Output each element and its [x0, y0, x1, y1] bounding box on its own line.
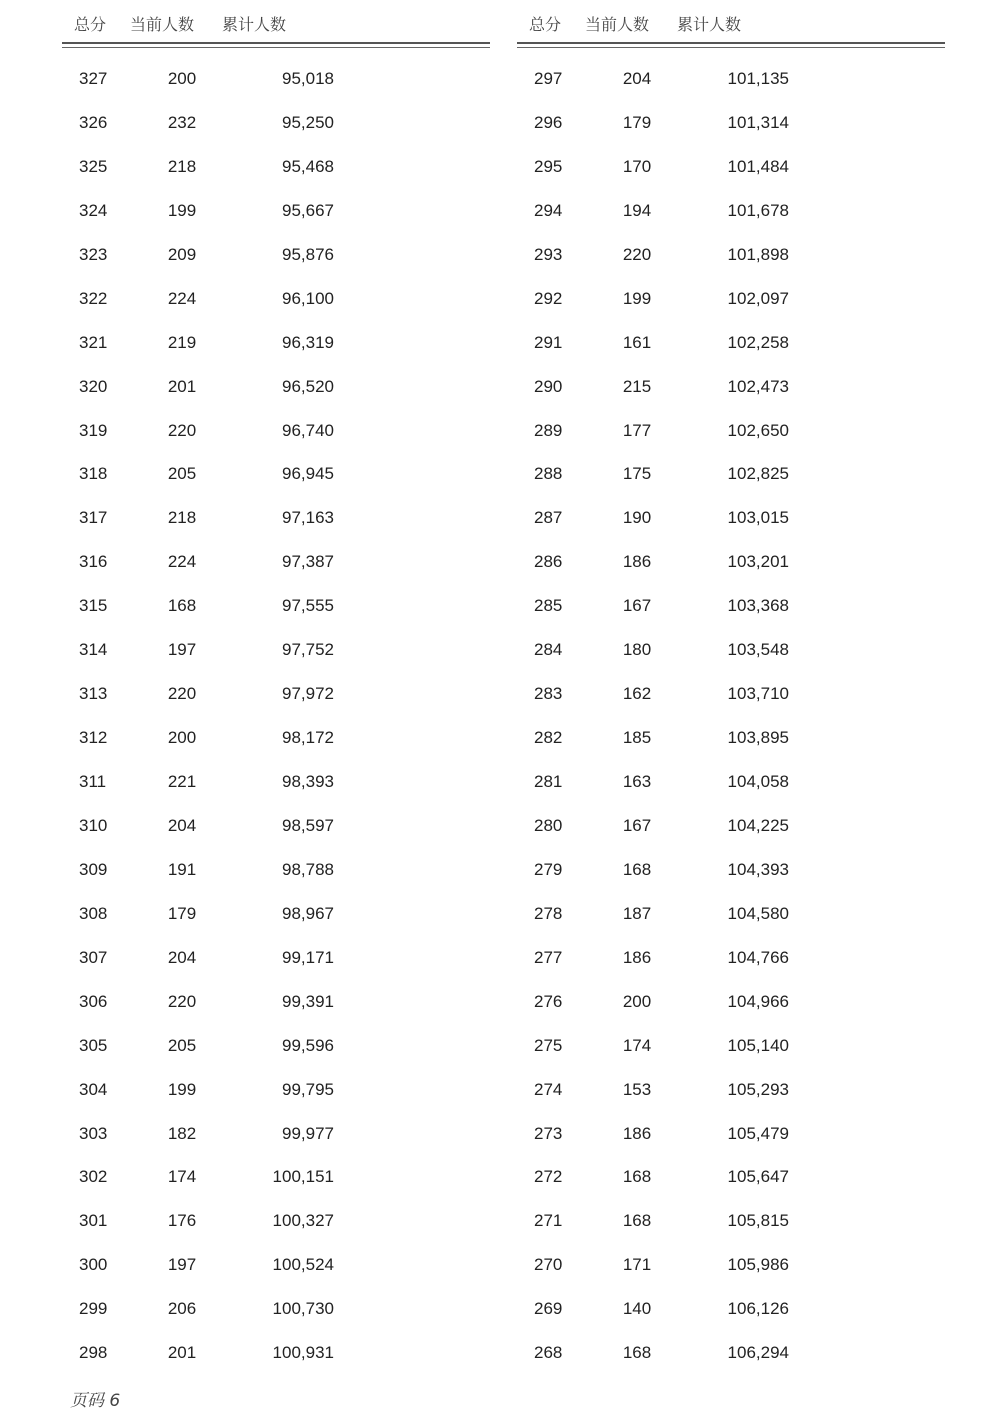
cumulative-count-cell: 105,293	[727, 1079, 789, 1099]
score-cell: 296	[534, 112, 563, 132]
score-cell: 303	[79, 1123, 108, 1143]
table-row	[517, 760, 945, 804]
current-count-cell: 220	[167, 991, 197, 1011]
score-cell: 289	[534, 420, 563, 440]
cumulative-count-cell: 98,788	[282, 859, 334, 879]
score-table-right	[517, 0, 945, 1363]
current-count-cell: 174	[622, 1035, 652, 1055]
score-cell: 302	[79, 1167, 108, 1187]
cumulative-count-cell: 100,730	[272, 1299, 334, 1319]
score-cell: 311	[79, 772, 107, 791]
cumulative-count-cell: 101,898	[727, 244, 789, 264]
score-cell: 309	[79, 859, 108, 879]
header-rule-thin	[62, 47, 490, 48]
score-cell: 273	[534, 1123, 563, 1143]
cumulative-count-cell: 97,387	[282, 552, 334, 572]
cumulative-count-cell: 95,876	[282, 244, 334, 264]
score-cell: 280	[534, 815, 563, 835]
cumulative-count-cell: 98,597	[282, 815, 334, 835]
table-row	[62, 1243, 490, 1287]
score-cell: 275	[534, 1035, 563, 1055]
current-count-cell: 224	[167, 288, 197, 308]
current-count-cell: 199	[167, 1079, 197, 1099]
table-row	[517, 892, 945, 936]
table-row	[62, 936, 490, 980]
current-count-cell: 221	[167, 772, 197, 791]
cumulative-count-cell: 105,647	[727, 1167, 789, 1187]
table-row	[517, 848, 945, 892]
score-cell: 327	[79, 69, 108, 88]
current-count-cell: 180	[622, 640, 652, 660]
score-cell: 316	[79, 552, 108, 572]
table-row	[62, 1155, 490, 1199]
score-cell: 279	[534, 859, 563, 879]
table-row	[517, 189, 945, 233]
table-row	[517, 452, 945, 496]
score-cell: 272	[534, 1167, 563, 1187]
cumulative-count-cell: 106,294	[727, 1343, 789, 1363]
current-count-cell: 168	[622, 859, 652, 879]
table-row	[62, 540, 490, 584]
score-cell: 305	[79, 1035, 108, 1055]
table-body-left	[62, 57, 490, 1375]
table-row	[517, 540, 945, 584]
table-row	[517, 57, 945, 101]
current-count-cell: 153	[622, 1079, 652, 1099]
current-count-cell: 168	[622, 1343, 652, 1363]
current-count-cell: 185	[622, 728, 652, 748]
cumulative-count-cell: 100,524	[272, 1255, 334, 1275]
current-count-cell: 168	[622, 1167, 652, 1187]
cumulative-count-cell: 104,580	[727, 903, 789, 923]
score-cell: 304	[79, 1079, 108, 1099]
score-cell: 317	[79, 508, 108, 528]
cumulative-count-cell: 97,972	[282, 684, 334, 704]
score-cell: 320	[79, 376, 108, 396]
current-count-cell: 200	[167, 728, 197, 748]
table-body-right	[517, 57, 945, 1375]
table-row	[517, 980, 945, 1024]
page-number: 页码 6	[70, 1391, 121, 1411]
table-row	[517, 496, 945, 540]
current-count-cell: 186	[622, 947, 652, 967]
table-row	[62, 145, 490, 189]
table-row	[62, 1068, 490, 1112]
current-count-cell: 167	[622, 815, 652, 835]
cumulative-count-cell: 99,171	[282, 947, 334, 967]
current-count-cell: 218	[167, 508, 197, 528]
header-cumulative-count: 累计人数	[677, 15, 742, 34]
current-count-cell: 206	[167, 1299, 197, 1319]
table-header-left	[62, 0, 490, 40]
score-cell: 322	[79, 288, 108, 308]
score-cell: 274	[534, 1079, 563, 1099]
current-count-cell: 199	[622, 288, 652, 308]
table-row	[62, 804, 490, 848]
score-cell: 268	[534, 1343, 563, 1363]
score-cell: 286	[534, 552, 563, 572]
current-count-cell: 218	[167, 156, 197, 176]
score-cell: 315	[79, 596, 108, 616]
score-cell: 300	[79, 1255, 108, 1275]
score-cell: 301	[79, 1211, 108, 1231]
cumulative-count-cell: 104,766	[727, 947, 789, 967]
table-row	[517, 145, 945, 189]
current-count-cell: 176	[167, 1211, 197, 1231]
table-row	[62, 628, 490, 672]
table-row	[62, 189, 490, 233]
table-row	[517, 365, 945, 409]
header-rule-thick	[62, 42, 490, 44]
cumulative-count-cell: 95,667	[282, 200, 334, 220]
score-cell: 323	[79, 244, 108, 264]
cumulative-count-cell: 99,391	[282, 991, 334, 1011]
current-count-cell: 177	[622, 420, 652, 440]
cumulative-count-cell: 103,895	[727, 728, 789, 748]
cumulative-count-cell: 105,479	[727, 1123, 789, 1143]
cumulative-count-cell: 95,250	[282, 112, 334, 132]
table-row	[62, 496, 490, 540]
cumulative-count-cell: 103,710	[727, 684, 789, 704]
table-row	[517, 101, 945, 145]
score-cell: 285	[534, 596, 563, 616]
current-count-cell: 204	[167, 947, 197, 967]
current-count-cell: 205	[167, 464, 197, 484]
table-row	[517, 1199, 945, 1243]
current-count-cell: 215	[622, 376, 652, 396]
current-count-cell: 201	[167, 376, 197, 396]
cumulative-count-cell: 97,752	[282, 640, 334, 660]
table-row	[62, 760, 490, 804]
score-cell: 277	[534, 947, 563, 967]
table-row	[62, 1331, 490, 1375]
score-cell: 271	[534, 1211, 563, 1231]
score-cell: 313	[79, 684, 108, 704]
cumulative-count-cell: 101,135	[727, 69, 789, 88]
current-count-cell: 168	[167, 596, 197, 616]
table-row	[62, 1287, 490, 1331]
current-count-cell: 174	[167, 1167, 197, 1187]
score-cell: 293	[534, 244, 563, 264]
current-count-cell: 219	[167, 332, 197, 352]
current-count-cell: 204	[167, 815, 197, 835]
cumulative-count-cell: 98,172	[282, 728, 334, 748]
cumulative-count-cell: 102,650	[727, 420, 789, 440]
cumulative-count-cell: 99,977	[282, 1123, 334, 1143]
cumulative-count-cell: 101,314	[727, 112, 789, 132]
current-count-cell: 175	[622, 464, 652, 484]
table-row	[517, 233, 945, 277]
cumulative-count-cell: 104,966	[727, 991, 789, 1011]
table-row	[517, 936, 945, 980]
table-row	[62, 1024, 490, 1068]
score-cell: 270	[534, 1255, 563, 1275]
cumulative-count-cell: 100,151	[272, 1167, 334, 1187]
cumulative-count-cell: 96,945	[282, 464, 334, 484]
current-count-cell: 186	[622, 552, 652, 572]
cumulative-count-cell: 98,393	[282, 772, 334, 791]
score-cell: 321	[79, 332, 108, 352]
table-row	[62, 321, 490, 365]
current-count-cell: 197	[167, 640, 197, 660]
current-count-cell: 220	[622, 244, 652, 264]
score-cell: 326	[79, 112, 108, 132]
score-cell: 308	[79, 903, 108, 923]
current-count-cell: 179	[622, 112, 652, 132]
score-cell: 290	[534, 376, 563, 396]
score-cell: 312	[79, 728, 108, 748]
table-row	[62, 365, 490, 409]
table-row	[62, 672, 490, 716]
table-row	[62, 584, 490, 628]
header-current-count: 当前人数	[585, 15, 650, 34]
table-row	[517, 1112, 945, 1156]
score-cell: 295	[534, 156, 563, 176]
header-total-score: 总分	[74, 15, 107, 34]
table-row	[62, 233, 490, 277]
current-count-cell: 171	[622, 1255, 652, 1275]
score-cell: 298	[79, 1343, 108, 1363]
table-row	[517, 804, 945, 848]
current-count-cell: 182	[167, 1123, 197, 1143]
header-rule-thick	[517, 42, 945, 44]
table-row	[62, 57, 490, 101]
score-cell: 288	[534, 464, 563, 484]
cumulative-count-cell: 104,058	[727, 772, 789, 791]
score-cell: 269	[534, 1299, 563, 1319]
score-cell: 307	[79, 947, 108, 967]
score-cell: 282	[534, 728, 563, 748]
score-cell: 278	[534, 903, 563, 923]
cumulative-count-cell: 101,678	[727, 200, 789, 220]
cumulative-count-cell: 103,015	[727, 508, 789, 528]
table-row	[517, 716, 945, 760]
table-row	[517, 277, 945, 321]
score-cell: 281	[534, 772, 563, 791]
cumulative-count-cell: 105,140	[727, 1035, 789, 1055]
cumulative-count-cell: 103,548	[727, 640, 789, 660]
cumulative-count-cell: 104,225	[727, 815, 789, 835]
header-cumulative-count: 累计人数	[222, 15, 287, 34]
score-table-left	[62, 0, 490, 1363]
score-cell: 291	[534, 332, 563, 352]
current-count-cell: 232	[167, 112, 197, 132]
header-rule-thin	[517, 47, 945, 48]
table-row	[517, 321, 945, 365]
score-cell: 319	[79, 420, 108, 440]
cumulative-count-cell: 101,484	[727, 156, 789, 176]
score-cell: 325	[79, 156, 108, 176]
cumulative-count-cell: 96,319	[282, 332, 334, 352]
cumulative-count-cell: 102,825	[727, 464, 789, 484]
cumulative-count-cell: 102,097	[727, 288, 789, 308]
table-row	[62, 452, 490, 496]
current-count-cell: 199	[167, 200, 197, 220]
current-count-cell: 191	[167, 859, 197, 879]
table-row	[517, 1068, 945, 1112]
score-cell: 287	[534, 508, 563, 528]
table-row	[517, 1331, 945, 1375]
current-count-cell: 167	[622, 596, 652, 616]
cumulative-count-cell: 106,126	[727, 1299, 789, 1319]
cumulative-count-cell: 98,967	[282, 903, 334, 923]
table-row	[62, 277, 490, 321]
score-cell: 283	[534, 684, 563, 704]
header-total-score: 总分	[529, 15, 562, 34]
cumulative-count-cell: 99,596	[282, 1035, 334, 1055]
current-count-cell: 220	[167, 684, 197, 704]
current-count-cell: 201	[167, 1343, 197, 1363]
score-cell: 314	[79, 640, 108, 660]
cumulative-count-cell: 104,393	[727, 859, 789, 879]
score-cell: 292	[534, 288, 563, 308]
table-row	[62, 848, 490, 892]
cumulative-count-cell: 102,473	[727, 376, 789, 396]
current-count-cell: 170	[622, 156, 652, 176]
current-count-cell: 163	[622, 772, 652, 791]
table-row	[517, 672, 945, 716]
cumulative-count-cell: 95,018	[282, 69, 334, 88]
current-count-cell: 194	[622, 200, 652, 220]
cumulative-count-cell: 105,986	[727, 1255, 789, 1275]
table-row	[517, 1024, 945, 1068]
table-row	[62, 1199, 490, 1243]
current-count-cell: 224	[167, 552, 197, 572]
current-count-cell: 190	[622, 508, 652, 528]
cumulative-count-cell: 103,368	[727, 596, 789, 616]
current-count-cell: 197	[167, 1255, 197, 1275]
current-count-cell: 220	[167, 420, 197, 440]
table-row	[517, 1287, 945, 1331]
table-row	[517, 1155, 945, 1199]
current-count-cell: 186	[622, 1123, 652, 1143]
cumulative-count-cell: 97,163	[282, 508, 334, 528]
score-cell: 324	[79, 200, 108, 220]
current-count-cell: 168	[622, 1211, 652, 1231]
current-count-cell: 200	[622, 991, 652, 1011]
score-cell: 310	[79, 815, 108, 835]
score-cell: 294	[534, 200, 563, 220]
cumulative-count-cell: 97,555	[282, 596, 334, 616]
current-count-cell: 179	[167, 903, 197, 923]
current-count-cell: 209	[167, 244, 197, 264]
cumulative-count-cell: 96,520	[282, 376, 334, 396]
score-cell: 306	[79, 991, 108, 1011]
current-count-cell: 205	[167, 1035, 197, 1055]
current-count-cell: 162	[622, 684, 652, 704]
cumulative-count-cell: 96,100	[282, 288, 334, 308]
table-row	[62, 892, 490, 936]
cumulative-count-cell: 102,258	[727, 332, 789, 352]
cumulative-count-cell: 99,795	[282, 1079, 334, 1099]
cumulative-count-cell: 95,468	[282, 156, 334, 176]
current-count-cell: 204	[622, 69, 652, 88]
table-row	[62, 101, 490, 145]
current-count-cell: 140	[622, 1299, 652, 1319]
cumulative-count-cell: 100,327	[272, 1211, 334, 1231]
score-cell: 284	[534, 640, 563, 660]
cumulative-count-cell: 105,815	[727, 1211, 789, 1231]
table-header-right	[517, 0, 945, 40]
score-cell: 276	[534, 991, 563, 1011]
cumulative-count-cell: 100,931	[272, 1343, 334, 1363]
table-row	[62, 980, 490, 1024]
table-row	[517, 628, 945, 672]
score-cell: 297	[534, 69, 563, 88]
current-count-cell: 187	[622, 903, 652, 923]
header-current-count: 当前人数	[130, 15, 195, 34]
table-row	[517, 1243, 945, 1287]
current-count-cell: 161	[622, 332, 652, 352]
score-cell: 318	[79, 464, 108, 484]
score-cell: 299	[79, 1299, 108, 1319]
table-row	[62, 716, 490, 760]
cumulative-count-cell: 103,201	[727, 552, 789, 572]
table-row	[62, 409, 490, 453]
cumulative-count-cell: 96,740	[282, 420, 334, 440]
table-row	[517, 584, 945, 628]
table-row	[517, 409, 945, 453]
table-row	[62, 1112, 490, 1156]
current-count-cell: 200	[167, 69, 197, 88]
